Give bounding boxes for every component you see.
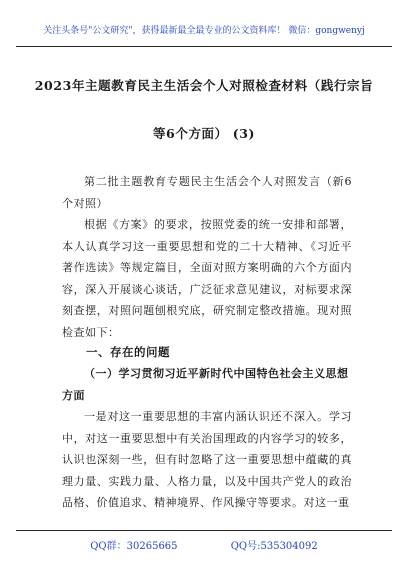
subsection-heading: （一）学习贯彻习近平新时代中国特色社会主义思想方面 bbox=[62, 367, 349, 402]
problem-paragraph: 一是对这一重要思想的丰富内涵认识还不深入。学习中，对这一重要思想中有关治国理政的内容学习的较多，认识也深刻一些，但有时忽略了这一重要思想中蕴藏的真理力量、实践力量、人格力量，以及中国共产党人的政治品格、价值追求、精神境界、作风操守等要求。对这一重 bbox=[62, 410, 352, 509]
document-title-line2: 等6个方面） (3) bbox=[152, 126, 256, 141]
body-paragraph: 根据《方案》的要求，按照党委的统一安排和部署，本人认真学习这一重要思想和党的二十大精神、《习近平著作选读》等规定篇目，全面对照方案明确的六个方面内容，深入开展谈心谈话，广泛征求意见建议，对标要求深刻查摆，对照问题刨根究底，研究制定整改措施。现对照检查如下： bbox=[62, 218, 352, 339]
footer-qq-number: QQ号:535304092 bbox=[230, 541, 318, 552]
header-notice: 关注头条号"公文研究"，获得最新最全最专业的公文资料库！ 微信：gongwenyj bbox=[43, 26, 365, 36]
section-heading-problems: 一、存在的问题 bbox=[86, 345, 170, 359]
intro-paragraph: 第二批主题教育专题民主生活会个人对照发言（新6个对照） bbox=[62, 175, 352, 210]
footer-qq-group: QQ群：30265665 bbox=[90, 541, 178, 552]
footer-bar bbox=[16, 530, 392, 561]
document-title-line1: 2023年主题教育民主生活会个人对照检查材料（践行宗旨 bbox=[34, 78, 374, 93]
footer-contacts bbox=[16, 537, 392, 552]
header-notice-bar bbox=[16, 22, 392, 47]
